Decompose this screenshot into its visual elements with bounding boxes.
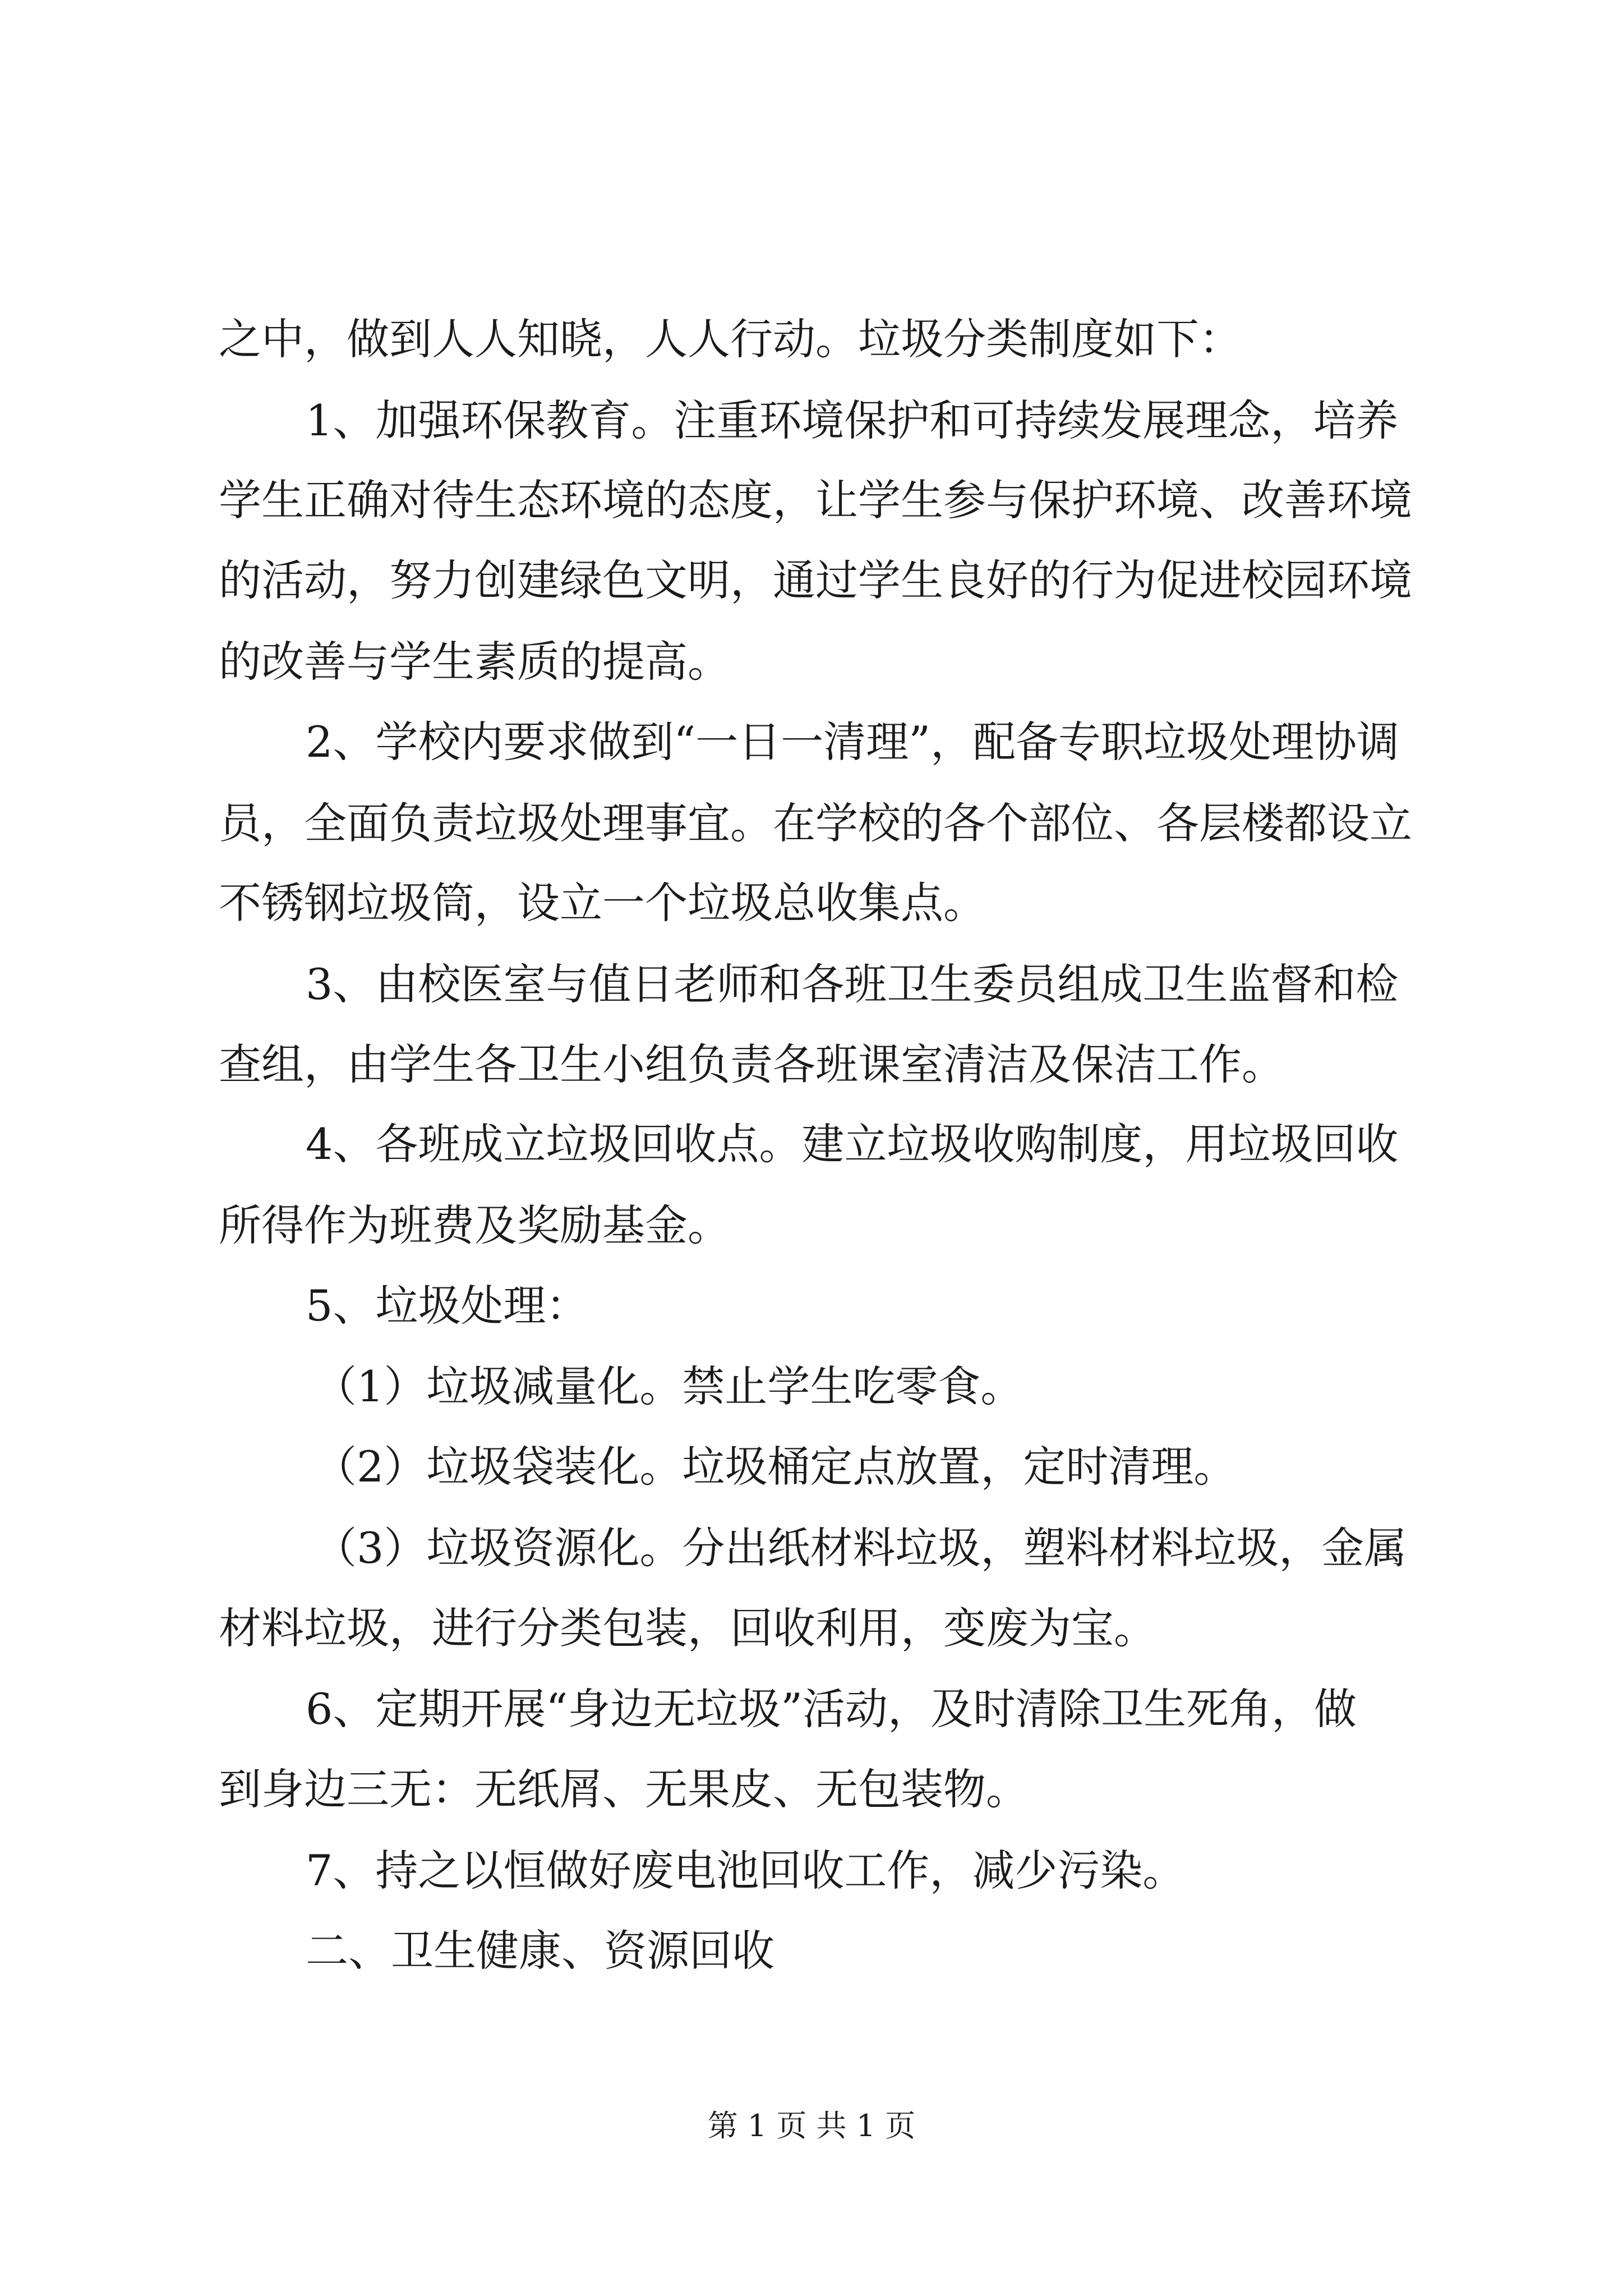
text-line: 所得作为班费及奖励基金。: [219, 1200, 730, 1250]
text-line: 3、由校医室与值日老师和各班卫生委员组成卫生监督和检: [306, 959, 1399, 1009]
text-line: 4、各班成立垃圾回收点。建立垃圾收购制度，用垃圾回收: [306, 1119, 1399, 1169]
text-line: （1）垃圾减量化。禁止学生吃零食。: [314, 1361, 1023, 1411]
page-footer: 第 1 页 共 1 页: [707, 2108, 916, 2143]
text-line: 的活动，努力创建绿色文明，通过学生良好的行为促进校园环境: [219, 555, 1412, 605]
text-line: （3）垃圾资源化。分出纸材料垃圾，塑料材料垃圾，金属: [314, 1523, 1407, 1573]
text-line: 到身边三无：无纸屑、无果皮、无包装物。: [219, 1764, 1029, 1814]
text-line: （2）垃圾袋装化。垃圾桶定点放置，定时清理。: [314, 1442, 1237, 1492]
text-line: 7、持之以恒做好废电池回收工作，减少污染。: [306, 1846, 1186, 1895]
text-line: 查组，由学生各卫生小组负责各班课室清洁及保洁工作。: [219, 1039, 1284, 1089]
text-line: 员，全面负责垃圾处理事宜。在学校的各个部位、各层楼都设立: [219, 798, 1412, 848]
text-line: 之中，做到人人知晓，人人行动。垃圾分类制度如下：: [219, 314, 1242, 364]
section-heading: 二、卫生健康、资源回收: [306, 1926, 774, 1976]
text-line: 不锈钢垃圾筒，设立一个垃圾总收集点。: [219, 878, 986, 928]
text-line: 6、定期开展“身边无垃圾”活动，及时清除卫生死角，做: [306, 1684, 1357, 1734]
text-line: 2、学校内要求做到“一日一清理”，配备专职垃圾处理协调: [306, 717, 1400, 767]
text-line: 1、加强环保教育。注重环境保护和可持续发展理念，培养: [306, 395, 1399, 445]
text-line: 5、垃圾处理：: [306, 1281, 589, 1331]
text-line: 材料垃圾，进行分类包装，回收利用，变废为宝。: [219, 1603, 1156, 1653]
text-line: 学生正确对待生态环境的态度，让学生参与保护环境、改善环境: [219, 475, 1412, 525]
text-line: 的改善与学生素质的提高。: [219, 637, 730, 687]
